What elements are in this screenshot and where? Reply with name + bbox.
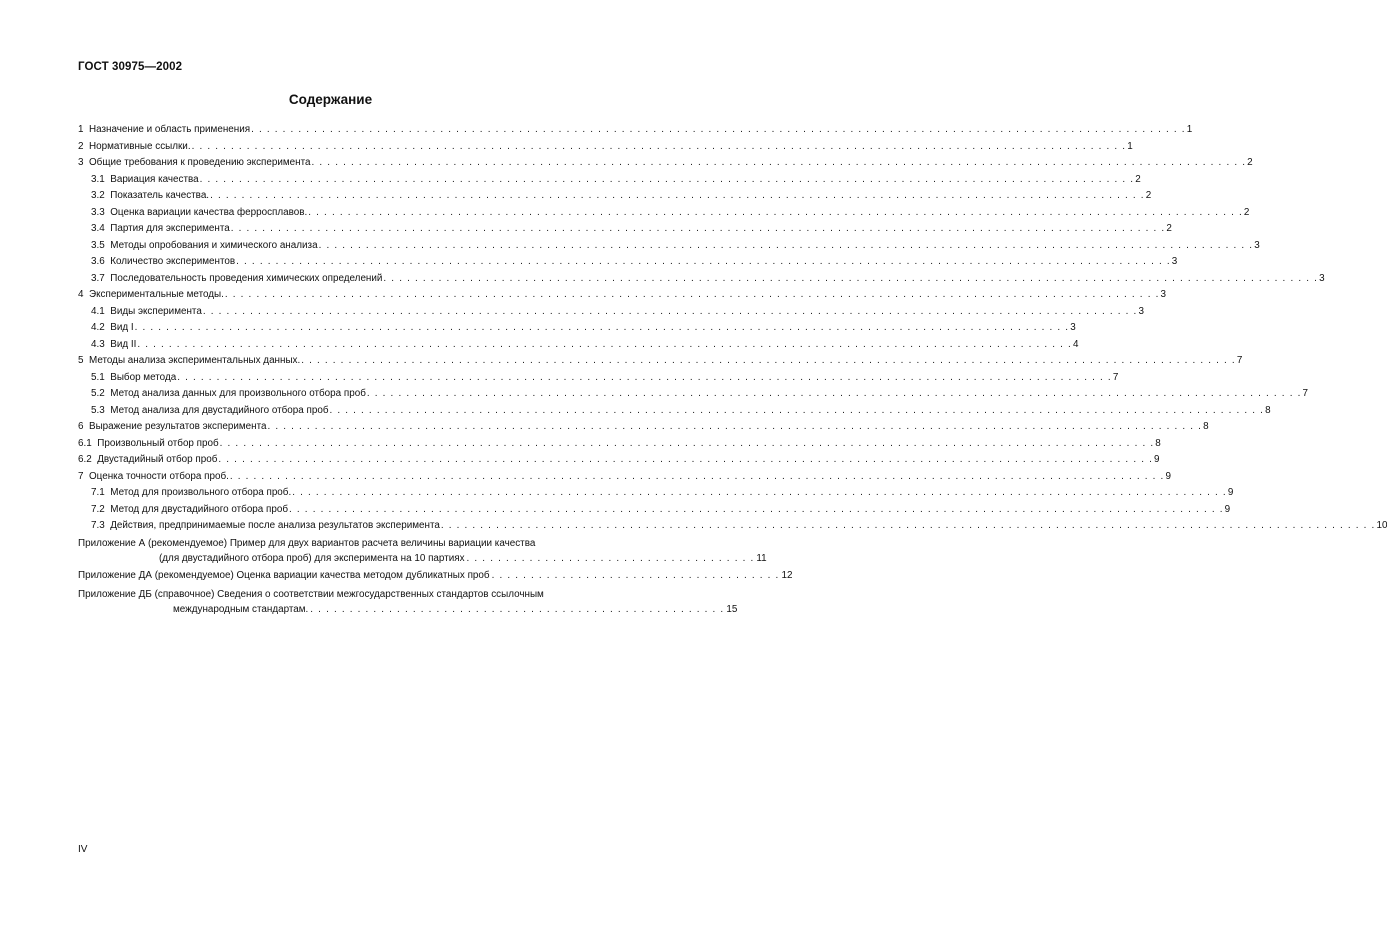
toc-entry-3[interactable]: 3 Общие требования к проведению эксперимента . . . 2 [78,155,614,172]
toc-appendix-db[interactable] [78,587,738,617]
toc-entry-7[interactable]: 7 Оценка точности отбора проб. . . . 9 [78,469,614,486]
appendix-db-prefix: Приложение ДБ [78,588,152,600]
appendix-db-dots: . . . . . . . . . . . . . . . . . . . . . . . . . . . . . . . . . . . . . . . . . . . . . . . . . . . . . [310,603,725,615]
appendix-a-prefix: Приложение А [78,537,146,549]
appendix-da-page: 12 [781,569,793,581]
appendix-db-page: 15 [726,603,738,615]
toc-entry-5-3[interactable]: 5.3 Метод анализа для двустадийного отбора проб . . . 8 [78,403,614,420]
appendix-da-title: (рекомендуемое) Оценка вариации качества методом дубликатных проб [154,569,490,581]
toc-entry-4[interactable]: 4 Экспериментальные методы. . . . 3 [78,287,614,304]
toc-entry-5-2[interactable]: 5.2 Метод анализа данных для произвольного отбора проб . . . 7 [78,386,614,403]
toc-entry-6[interactable]: 6 Выражение результатов эксперимента . . . 8 [78,419,614,436]
appendix-a-title-line1: (рекомендуемое) Пример для двух вариантов расчета величины вариации качества [148,537,536,549]
toc-entry-3-3[interactable]: 3.3 Оценка вариации качества ферросплавов. . . . 2 [78,205,614,222]
toc-entry-2[interactable]: 2 Нормативные ссылки. . . . 1 [78,139,614,156]
toc-entry-5-1[interactable]: 5.1 Выбор метода . . . 7 [78,370,614,387]
appendix-da-dots: . . . . . . . . . . . . . . . . . . . . . . . . . . . . . . . . . . . . . [491,569,780,581]
appendix-a-page: 11 [756,552,767,564]
appendix-a-title-line2: (для двустадийного отбора проб) для эксперимента на 10 партиях [159,552,465,564]
toc-appendix-da[interactable] [78,566,793,587]
appendix-da-prefix: Приложение ДА [78,569,152,581]
toc-entry-4-2[interactable]: 4.2 Вид I . . . 3 [78,320,614,337]
toc-entry-3-4[interactable]: 3.4 Партия для эксперимента . . . 2 [78,221,614,238]
toc-entry-3-6[interactable]: 3.6 Количество экспериментов . . . 3 [78,254,614,271]
toc-entry-4-3[interactable]: 4.3 Вид II . . . 4 [78,337,614,354]
toc-entry-3-2[interactable]: 3.2 Показатель качества. . . . 2 [78,188,614,205]
appendix-a-dots: . . . . . . . . . . . . . . . . . . . . . . . . . . . . . . . . . . . . . [466,552,755,564]
appendix-db-title-line2: международным стандартам. [173,603,309,615]
toc-entry-6-2[interactable]: 6.2 Двустадийный отбор проб . . . 9 [78,452,614,469]
appendix-db-title-line1: (справочное) Сведения о соответствии межгосударственных стандартов ссылочным [154,588,544,600]
toc-entry-3-5[interactable]: 3.5 Методы опробования и химического анализа . . . 3 [78,238,614,255]
toc-entry-6-1[interactable]: 6.1 Произвольный отбор проб . . . 8 [78,436,614,453]
toc-appendix-a[interactable] [78,536,767,566]
toc-entry-5[interactable]: 5 Методы анализа экспериментальных данных. . . . 7 [78,353,614,370]
toc-entry-3-1[interactable]: 3.1 Вариация качества . . . 2 [78,172,614,189]
page-title: Содержание [288,92,373,107]
toc-entry-7-2[interactable]: 7.2 Метод для двустадийного отбора проб . . . 9 [78,502,614,519]
toc-entry-7-1[interactable]: 7.1 Метод для произвольного отбора проб. . . . 9 [78,485,614,502]
toc-entry-3-7[interactable]: 3.7 Последовательность проведения химических определений . . . 3 [78,271,614,288]
document-header: ГОСТ 30975—2002 [78,61,183,73]
toc-entry-1[interactable]: 1 Назначение и область применения . . . 1 [78,122,614,139]
toc-entry-4-1[interactable]: 4.1 Виды эксперимента . . . 3 [78,304,614,321]
page-number: IV [78,844,88,855]
toc-entry-7-3[interactable]: 7.3 Действия, предпринимаемые после анализа результатов эксперимента . . . 10 [78,518,614,535]
table-of-contents [78,122,1387,617]
